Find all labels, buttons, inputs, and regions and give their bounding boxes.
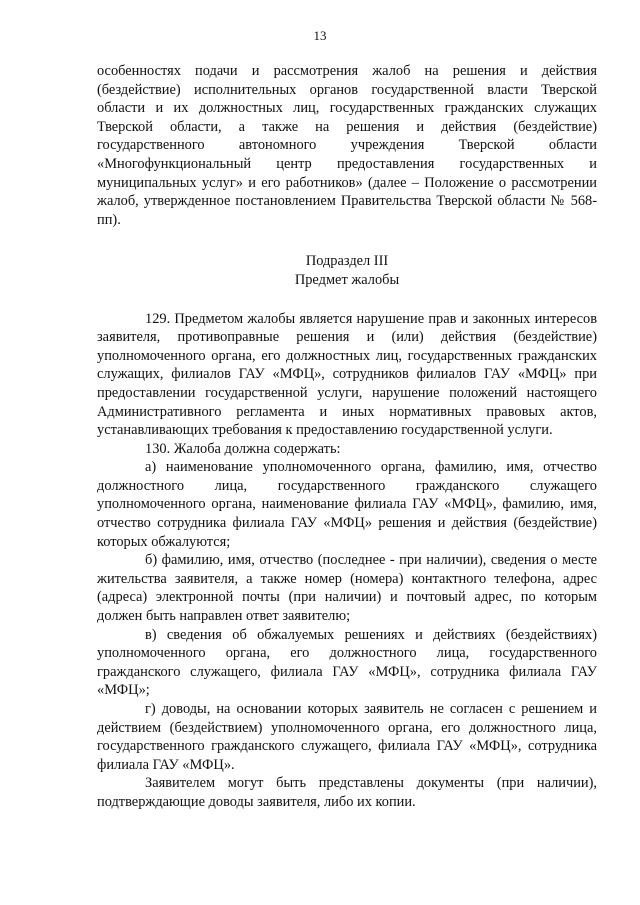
document-body [97,62,597,812]
subsection-title: Предмет жалобы [294,271,400,288]
list-item-a: а) наименование уполномоченного органа, фамилию, имя, отчество должностного лица, государственного гражданского служащего уполномоченного органа, наименование филиала ГАУ «МФЦ», фамилию, имя, отчество сотрудника филиала ГАУ «МФЦ» решения и действия (бездействие) которых обжалуются; [97,459,597,550]
list-item-g: г) доводы, на основании которых заявитель не согласен с решением и действием (бездействием) уполномоченного органа, его должностного лица, государственного гражданского служащего, филиала ГАУ «МФЦ», сотрудника филиала ГАУ «МФЦ». [97,701,597,773]
intro-paragraph: особенностях подачи и рассмотрения жалоб на решения и действия (бездействие) исполнительных органов государственной власти Тверской области и их должностных лиц, государственных гражданских служащих Тверской области, а также на решения и действия (бездействие) государственного автономного учреждения Тверской области «Многофункциональный центр предоставления государственных и муниципальных услуг» и его работников» (далее – Положение о рассмотрении жалоб, утвержденное постановлением Правительства Тверской области № 568-пп). [97,63,597,228]
paragraph-129: 129. Предметом жалобы является нарушение прав и законных интересов заявителя, противоправные решения и (или) действия (бездействие) уполномоченного органа, его должностных лиц, государственных гражданских служащих, филиалов ГАУ «МФЦ», сотрудников филиалов ГАУ «МФЦ» при предоставлении государственной услуги, нарушение положений настоящего Административного регламента и иных нормативных правовых актов, устанавливающих требования к предоставлению государственной услуги. [97,310,597,439]
list-item-b: б) фамилию, имя, отчество (последнее - при наличии), сведения о месте жительства заявителя, а также номер (номера) контактного телефона, адрес (адреса) электронной почты (при наличии) и почтовый адрес, по которым должен быть направлен ответ заявителю; [97,552,597,625]
paragraph-130: 130. Жалоба должна содержать: [145,440,341,457]
list-item-v: в) сведения об обжалуемых решениях и действиях (бездействиях) уполномоченного органа, его должностного лица, государственного гражданского служащего, филиала ГАУ «МФЦ», сотрудника филиала ГАУ «МФЦ»; [97,626,597,699]
subsection-label: Подраздел III [305,253,389,270]
page-number: 13 [313,28,327,43]
closing-paragraph: Заявителем могут быть представлены документы (при наличии), подтверждающие доводы заявителя, либо их копии. [97,775,597,810]
